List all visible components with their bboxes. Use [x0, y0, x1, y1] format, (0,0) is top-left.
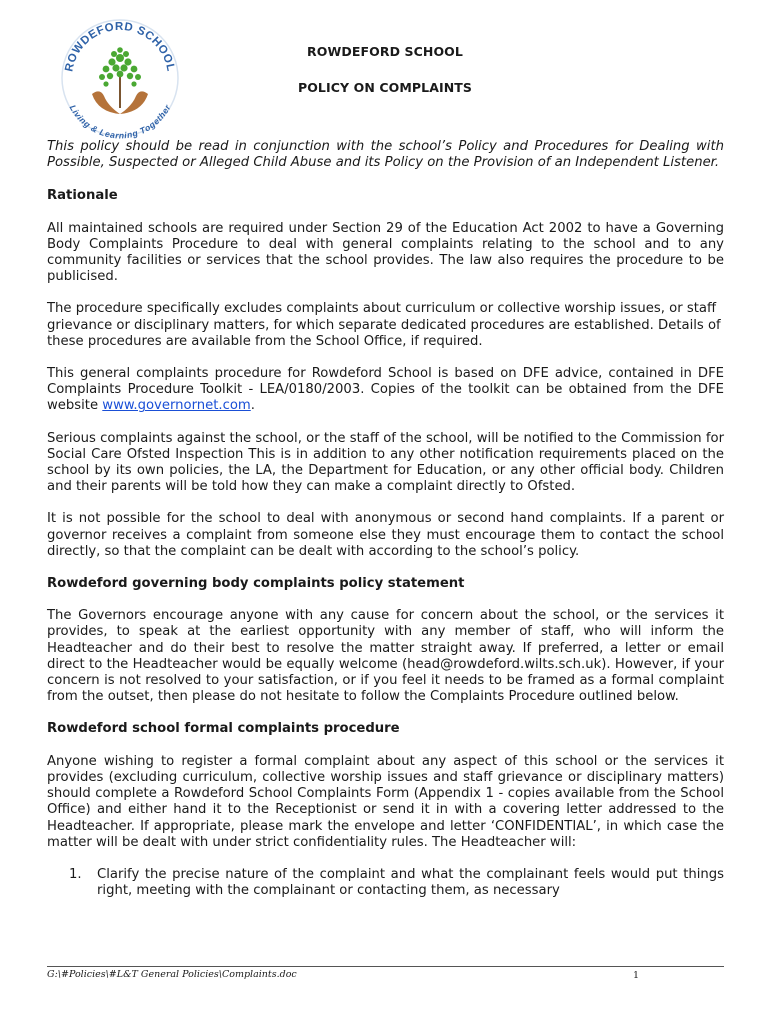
statement-heading: Rowdeford governing body complaints policy statement [47, 576, 465, 592]
page-number: 1 [633, 970, 640, 981]
rationale-p3-end: . [250, 398, 255, 414]
logo-arc-bottom: Living & Learning Together [67, 103, 173, 140]
list-item [47, 867, 724, 899]
rationale-paragraph-4: Serious complaints against the school, or the staff of the school, will be notified to the Commission for Social Care Ofsted Inspection This is in addition to any other notification requirements placed on the school by its own policies, the LA, the Department for Education, or any other official body. Children and their parents will be told how they can make a complaint directly to Ofsted. [47, 430, 724, 495]
logo-arc-top: ROWDEFORD SCHOOL [63, 20, 177, 73]
governornet-link[interactable]: www.governornet.com [102, 398, 251, 414]
school-logo [58, 16, 182, 140]
document-body [47, 139, 724, 899]
rationale-paragraph-1: All maintained schools are required under Section 29 of the Education Act 2002 to have a Governing Body Complaints Procedure to deal with general complaints relating to the school and to any community facilities or services that the school provides. The law also requires the procedure to be publicised. [47, 220, 724, 285]
procedure-paragraph: Anyone wishing to register a formal complaint about any aspect of this school or the services it provides (excluding curriculum, collective worship issues and staff grievance or disciplinary matters) should complete a Rowdeford School Complaints Form (Appendix 1 - copies available from the School Office) and either hand it to the Receptionist or send it in with a covering letter addressed to the Headteacher. If appropriate, please mark the envelope and letter ‘CONFIDENTIAL’, in which case the matter will be dealt with under strict confidentiality rules. The Headteacher will: [47, 753, 724, 850]
rationale-paragraph-3 [47, 366, 724, 415]
statement-paragraph: The Governors encourage anyone with any cause for concern about the school, or the services it provides, to speak at the earliest opportunity with any member of staff, who will inform the Headteacher and do their best to resolve the matter straight away. If preferred, a letter or email direct to the Headteacher would be equally welcome (head@rowdeford.wilts.sch.uk). However, if your concern is not resolved to your satisfaction, or if you feel it needs to be framed as a formal complaint from the outset, then please do not hesitate to follow the Complaints Procedure outlined below. [47, 608, 724, 705]
policy-title: POLICY ON COMPLAINTS [297, 80, 473, 95]
rationale-p3-text: This general complaints procedure for Rowdeford School is based on DFE advice, contained in DFE Complaints Procedure Toolkit - LEA/0180/2003. Copies of the toolkit can be obtained from the DFE website [47, 366, 724, 414]
school-name: ROWDEFORD SCHOOL [307, 44, 463, 59]
footer-file-path: G:\#Policies\#L&T General Policies\Complaints.doc [47, 969, 297, 980]
list-item-number: 1. [69, 866, 82, 882]
rationale-paragraph-5: It is not possible for the school to deal with anonymous or second hand complaints. If a parent or governor receives a complaint from someone else they must encourage them to contact the school directly, so that the complaint can be dealt with according to the school’s policy. [47, 511, 724, 559]
rationale-paragraph-2: The procedure specifically excludes complaints about curriculum or collective worship issues, or staff grievance or disciplinary matters, for which separate dedicated procedures are established. Details of these procedures are available from the School Office, if required. [47, 301, 721, 349]
page-footer [47, 966, 724, 980]
rationale-heading: Rationale [47, 188, 118, 204]
intro-paragraph: This policy should be read in conjunction with the school’s Policy and Procedures for Dealing with Possible, Suspected or Alleged Child Abuse and its Policy on the Provision of an Independent Listener. [47, 139, 724, 171]
list-item-text: Clarify the precise nature of the complaint and what the complainant feels would put things right, meeting with the complainant or contacting them, as necessary [97, 866, 724, 899]
procedure-heading: Rowdeford school formal complaints procedure [47, 721, 400, 737]
